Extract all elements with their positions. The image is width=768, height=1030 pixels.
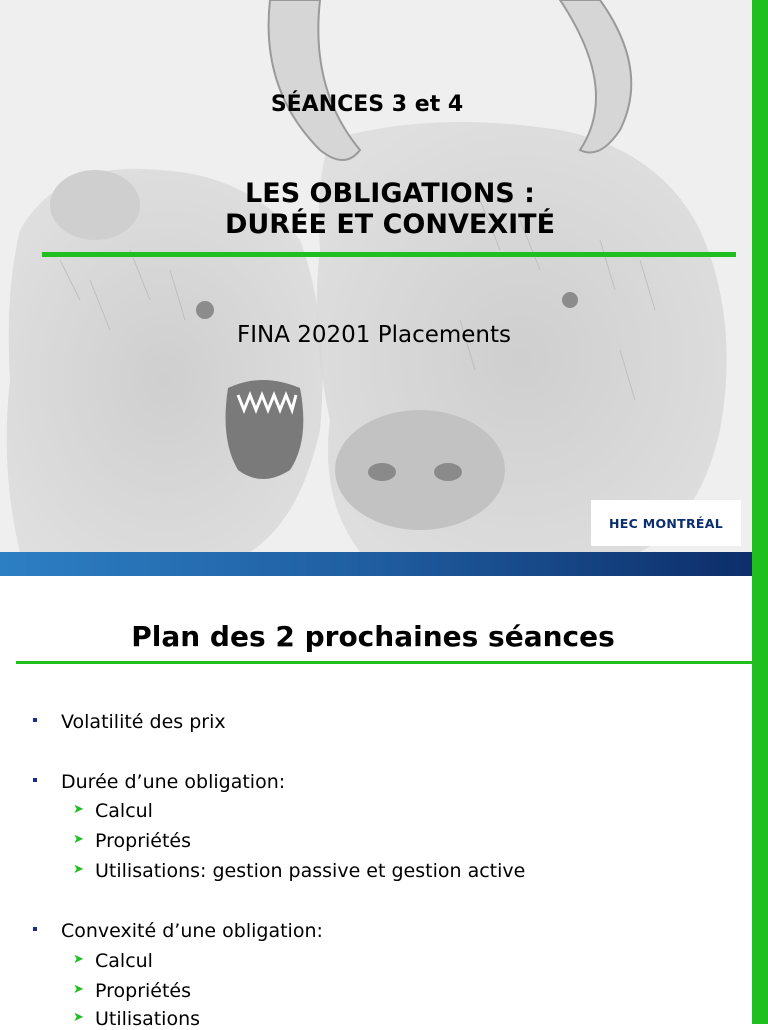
- title-underline: [42, 252, 736, 257]
- sub-list-item-label: Propriétés: [95, 980, 192, 1002]
- green-arrow-bullet-icon: ➤: [73, 802, 84, 817]
- session-label: SÉANCES 3 et 4: [270, 92, 464, 117]
- list-item-label: Durée d’une obligation:: [61, 771, 286, 793]
- green-arrow-bullet-icon: ➤: [73, 982, 84, 997]
- green-arrow-bullet-icon: ➤: [73, 952, 84, 967]
- sub-list-item: [73, 980, 192, 1002]
- sub-list-item-label: Utilisations: gestion passive et gestion active: [95, 860, 526, 882]
- sub-list-item: [73, 1008, 201, 1030]
- plan-heading: Plan des 2 prochaines séances: [131, 620, 615, 653]
- slide-title-line1: LES OBLIGATIONS :: [245, 178, 535, 209]
- sub-list-item: [73, 950, 153, 972]
- green-arrow-bullet-icon: ➤: [73, 832, 84, 847]
- list-item-label: Volatilité des prix: [61, 711, 226, 733]
- square-bullet-icon: [33, 927, 37, 931]
- square-bullet-icon: [33, 778, 37, 782]
- sub-list-item-label: Utilisations: [95, 1008, 201, 1030]
- list-item: [61, 771, 285, 793]
- sub-list-item-label: Propriétés: [95, 830, 192, 852]
- list-item: [61, 920, 323, 942]
- sub-list-item-label: Calcul: [95, 800, 153, 822]
- green-side-stripe: [752, 0, 768, 1024]
- logo-text: HEC MONTRÉAL: [609, 515, 723, 531]
- course-name: FINA 20201 Placements: [236, 322, 512, 348]
- list-item: [61, 711, 226, 733]
- green-arrow-bullet-icon: ➤: [73, 1010, 84, 1025]
- slide-divider-band: [0, 552, 752, 576]
- heading-underline: [16, 661, 756, 664]
- sub-list-item: [73, 800, 153, 822]
- sub-list-item: [73, 860, 526, 882]
- sub-list-item: [73, 830, 192, 852]
- list-item-label: Convexité d’une obligation:: [61, 920, 323, 942]
- slide-title: [0, 178, 768, 240]
- square-bullet-icon: [33, 718, 37, 722]
- hec-montreal-logo: [591, 500, 741, 546]
- green-arrow-bullet-icon: ➤: [73, 862, 84, 877]
- sub-list-item-label: Calcul: [95, 950, 153, 972]
- slide-title-line2: DURÉE ET CONVEXITÉ: [224, 209, 556, 240]
